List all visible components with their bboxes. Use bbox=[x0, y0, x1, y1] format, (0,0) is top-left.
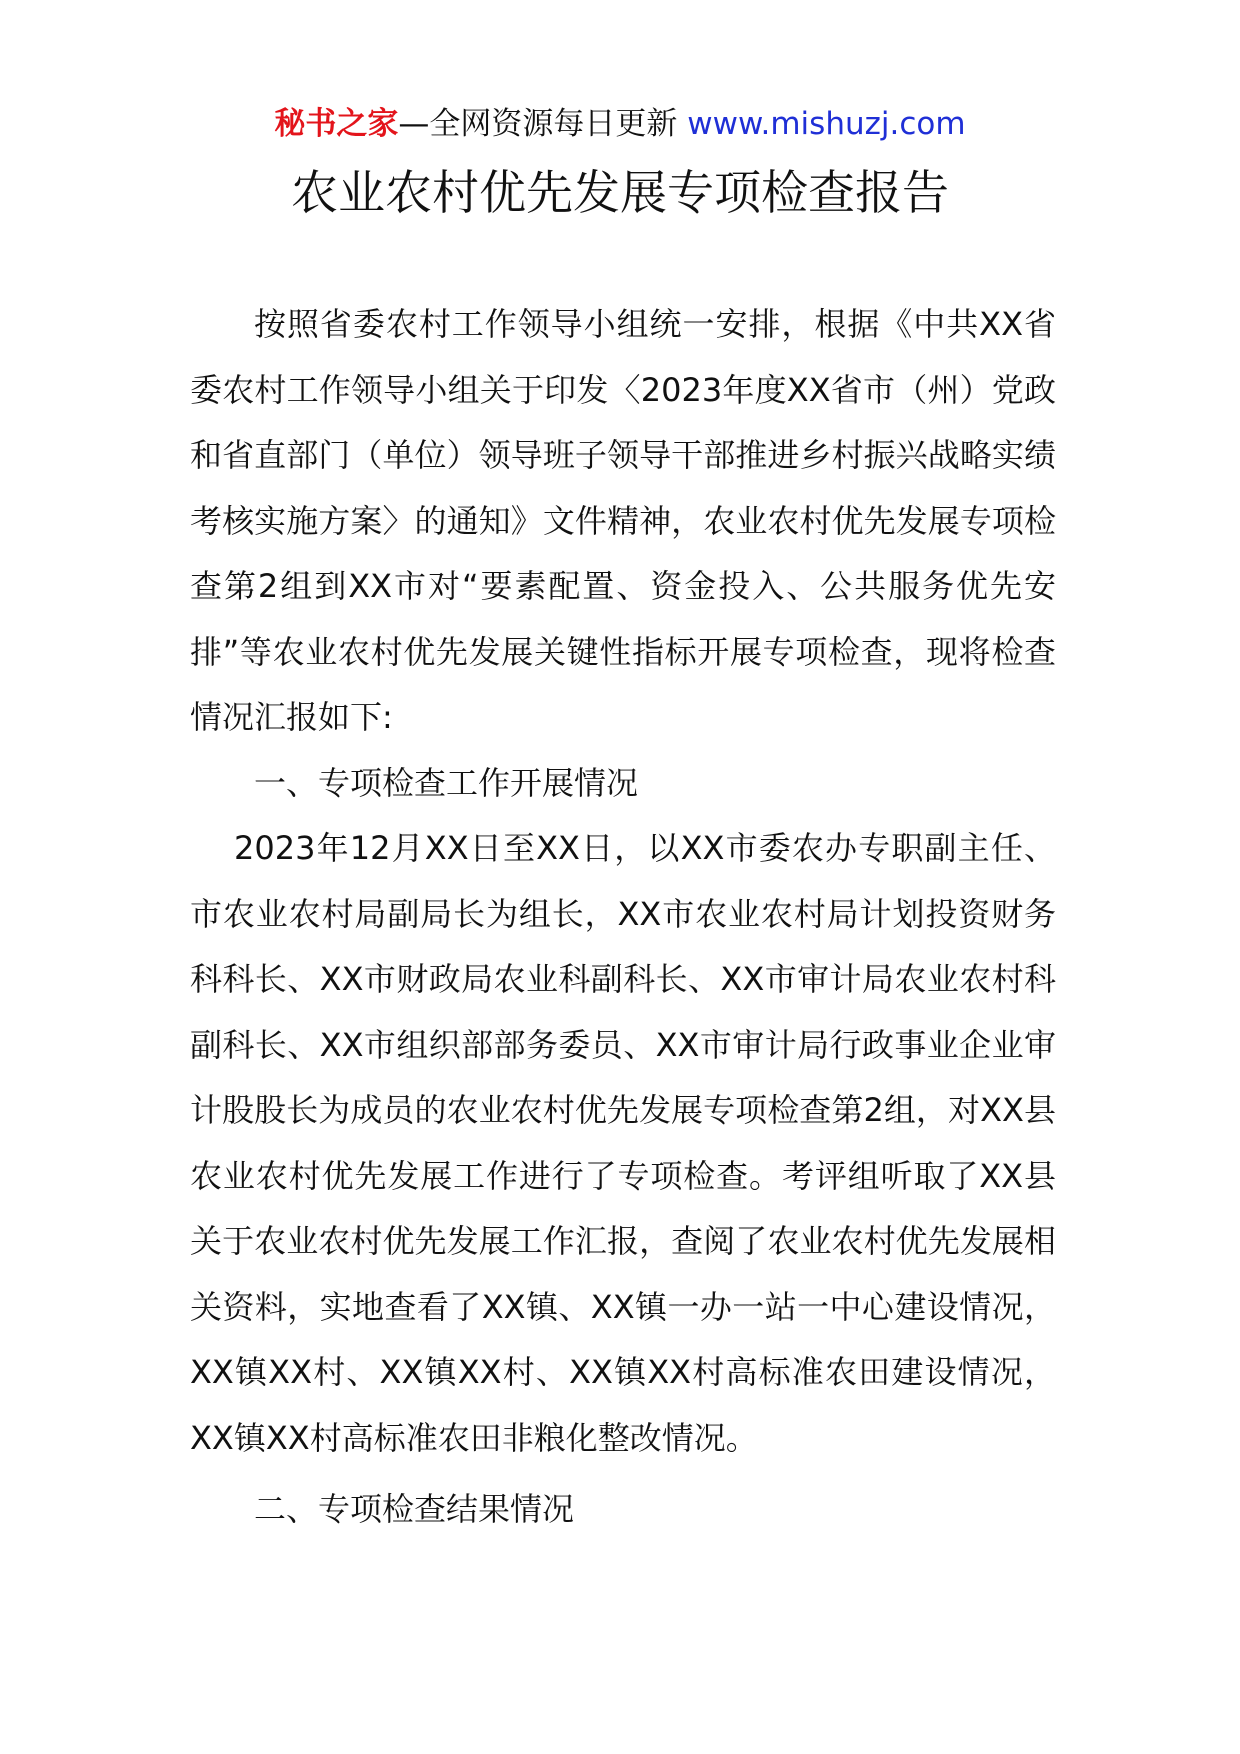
brand-name: 秘书之家 bbox=[274, 106, 399, 142]
section-1-paragraph: 2023年12月XX日至XX日，以XX市委农办专职副主任、市农业农村局副局长为组长，XX市农业农村局计划投资财务科科长、XX市财政局农业科副科长、XX市审计局农业农村科副科长、XX市组织部部务委员、XX市审计局行政事业企业审计股股长为成员的农业农村优先发展专项检查第2组，对XX县农业农村优先发展工作进行了专项检查。考评组听取了XX县关于农业农村优先发展工作汇报，查阅了农业农村优先发展相关资料，实地查看了XX镇、XX镇一办一站一中心建设情况，XX镇XX村、XX镇XX村、XX镇XX村高标准农田建设情况，XX镇XX村高标准农田非粮化整改情况。 bbox=[190, 829, 1056, 1457]
site-url-link[interactable]: www.mishuzj.com bbox=[687, 106, 966, 142]
site-banner bbox=[0, 104, 1240, 144]
document-title: 农业农村优先发展专项检查报告 bbox=[291, 166, 949, 221]
banner-tagline: —全网资源每日更新 bbox=[398, 106, 688, 142]
section-heading-2: 二、专项检查结果情况 bbox=[254, 1490, 575, 1528]
intro-paragraph: 按照省委农村工作领导小组统一安排，根据《中共XX省委农村工作领导小组关于印发〈2023年度XX省市（州）党政和省直部门（单位）领导班子领导干部推进乡村振兴战略实绩考核实施方案〉的通知》文件精神，农业农村优先发展专项检查第2组到XX市对“要素配置、资金投入、公共服务优先安排”等农业农村优先发展关键性指标开展专项检查，现将检查情况汇报如下: bbox=[190, 305, 1056, 736]
section-heading-1: 一、专项检查工作开展情况 bbox=[254, 763, 639, 802]
document-body bbox=[190, 292, 1056, 1543]
